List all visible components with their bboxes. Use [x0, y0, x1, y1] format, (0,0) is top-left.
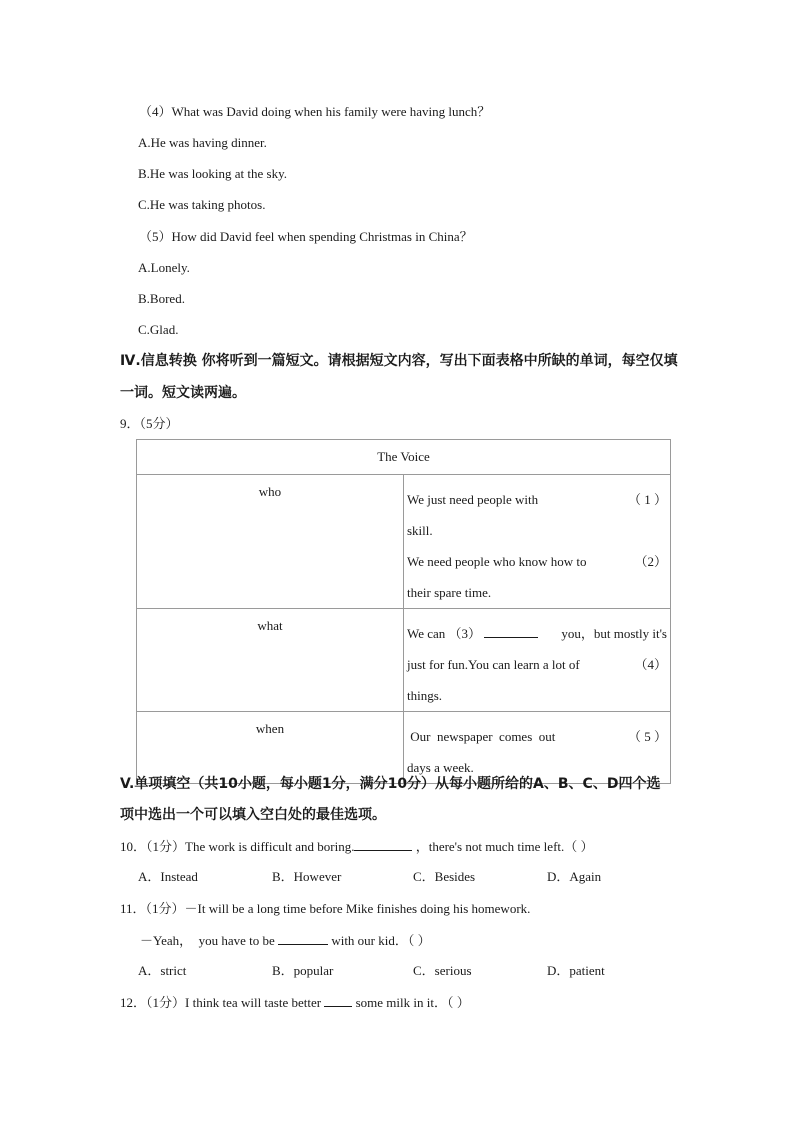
cell-text: days a week. — [407, 760, 474, 775]
question-4-option-a: A.He was having dinner. — [138, 135, 267, 150]
section-4-heading-line2: 一词。短文读两遍。 — [120, 385, 246, 401]
cell-text: We need people who know how to — [407, 554, 587, 569]
answer-blank — [278, 931, 328, 945]
question-11-option-d: D．patient — [547, 963, 605, 978]
cell-text-prefix: We can （3） — [407, 626, 482, 641]
cell-line — [407, 721, 667, 752]
question-11-option-a: A．strict — [138, 963, 187, 978]
cell-text: Our newspaper comes out — [407, 729, 556, 744]
question-10-option-a: A．Instead — [138, 869, 198, 884]
question-11-response — [140, 931, 431, 950]
answer-blank — [354, 837, 412, 851]
row-label: what — [137, 609, 404, 712]
cell-text: skill. — [407, 523, 433, 538]
table-row-when — [137, 712, 671, 784]
question-11-stem: 11．（1分）－It will be a long time before Mike finishes doing his homework. — [120, 901, 531, 916]
stem-suffix: some milk in it．（ ） — [355, 995, 470, 1010]
cell-line — [407, 484, 667, 515]
cell-text: their spare time. — [407, 585, 492, 600]
blank-marker: （4） — [634, 657, 667, 672]
question-4-option-c: C.He was taking photos. — [138, 197, 266, 212]
table-row-what — [137, 609, 671, 712]
stem-prefix: －Yeah， you have to be — [140, 933, 275, 948]
cell-line — [407, 546, 667, 577]
row-label: when — [137, 712, 404, 784]
question-10-stem — [120, 837, 594, 856]
question-10-option-c: C．Besides — [413, 869, 476, 884]
question-11-option-c: C．serious — [413, 963, 472, 978]
question-10-option-d: D．Again — [547, 869, 602, 884]
cell-text-suffix: you，but mostly it's — [561, 626, 667, 641]
info-table — [136, 439, 671, 784]
question-11-option-b: B．popular — [272, 963, 334, 978]
stem-prefix: 12．（1分）I think tea will taste better — [120, 995, 322, 1010]
table-row-who — [137, 475, 671, 609]
section-5-heading-line2: 项中选出一个可以填入空白处的最佳选项。 — [120, 807, 386, 823]
question-4-option-b: B.He was looking at the sky. — [138, 166, 287, 181]
stem-suffix: ，there's not much time left.（ ） — [415, 839, 594, 854]
stem-suffix: with our kid．（ ） — [331, 933, 431, 948]
cell-text: just for fun.You can learn a lot of — [407, 657, 580, 672]
question-12-stem — [120, 993, 470, 1012]
cell-text: things. — [407, 688, 443, 703]
stem-prefix: 10．（1分）The work is difficult and boring. — [120, 839, 355, 854]
row-label: who — [137, 475, 404, 609]
question-5-option-b: B.Bored. — [138, 291, 185, 306]
table-title: The Voice — [137, 440, 671, 475]
cell-line — [407, 649, 667, 680]
section-4-heading-line1: Ⅳ.信息转换 你将听到一篇短文。请根据短文内容，写出下面表格中所缺的单词，每空仅填 — [120, 353, 678, 369]
question-10-option-b: B．However — [272, 869, 342, 884]
cell-text: We just need people with — [407, 492, 539, 507]
section-5-heading-line1: V.单项填空（共10小题，每小题1分，满分10分）从每小题所给的A、B、C、D四个选 — [120, 776, 661, 792]
question-5-option-c: C.Glad. — [138, 322, 179, 337]
answer-blank — [484, 624, 538, 638]
answer-blank — [324, 993, 352, 1007]
cell-line — [407, 618, 667, 649]
blank-marker: （ 5 ） — [627, 729, 667, 744]
row-content — [404, 609, 671, 712]
question-9-label: 9．（5分） — [120, 416, 179, 431]
cell-text — [407, 618, 538, 649]
question-5-stem: （5）How did David feel when spending Christmas in China？ — [139, 229, 473, 244]
question-5-option-a: A.Lonely. — [138, 260, 190, 275]
blank-marker: （2） — [634, 554, 667, 569]
question-4-stem: （4）What was David doing when his family were having lunch？ — [139, 104, 491, 119]
blank-marker: （ 1 ） — [627, 492, 667, 507]
row-content — [404, 475, 671, 609]
row-content — [404, 712, 671, 784]
